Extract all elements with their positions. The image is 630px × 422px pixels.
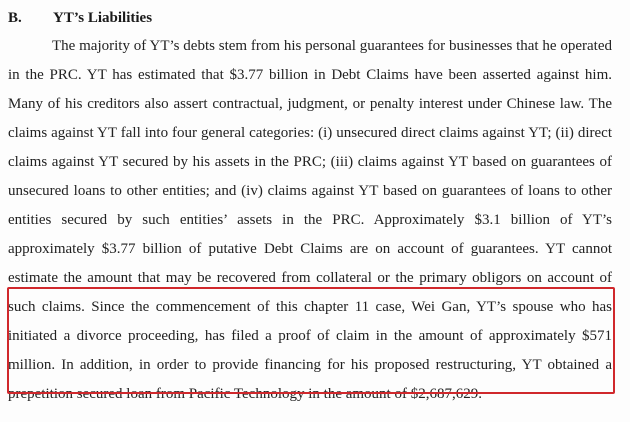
- paragraph-line: prepetition secured loan from Pacific Technology in the amount of $2,687,629.: [8, 386, 482, 402]
- paragraph-line: entities secured by such entities’ assets in the PRC. Approximately $3.1 billion of YT’s: [8, 212, 612, 228]
- paragraph-line: initiated a divorce proceeding, has filed a proof of claim in the amount of approximately $571: [8, 328, 612, 344]
- section-title: YT’s Liabilities: [53, 10, 153, 26]
- paragraph-line: in the PRC. YT has estimated that $3.77 billion in Debt Claims have been asserted against him.: [8, 67, 612, 83]
- paragraph-line: million. In addition, in order to provide financing for his proposed restructuring, YT obtained a: [8, 357, 612, 373]
- section-heading: [8, 10, 152, 27]
- paragraph-line: Many of his creditors also assert contractual, judgment, or penalty interest under Chinese law. The: [8, 96, 612, 112]
- paragraph-line: such claims. Since the commencement of this chapter 11 case, Wei Gan, YT’s spouse who has: [8, 299, 612, 315]
- paragraph-line: unsecured loans to other entities; and (iv) claims against YT based on guarantees of loans to other: [8, 183, 612, 199]
- paragraph-line: The majority of YT’s debts stem from his personal guarantees for businesses that he operated: [52, 38, 612, 54]
- paragraph-line: estimate the amount that may be recovered from collateral or the primary obligors on account of: [8, 270, 612, 286]
- paragraph-line: claims against YT secured by his assets in the PRC; (iii) claims against YT based on guarantees of: [8, 154, 612, 170]
- paragraph-line: approximately $3.77 billion of putative Debt Claims are on account of guarantees. YT cannot: [8, 241, 612, 257]
- paragraph-line: claims against YT fall into four general categories: (i) unsecured direct claims against YT; (ii) direct: [8, 125, 612, 141]
- section-label: B.: [8, 10, 22, 26]
